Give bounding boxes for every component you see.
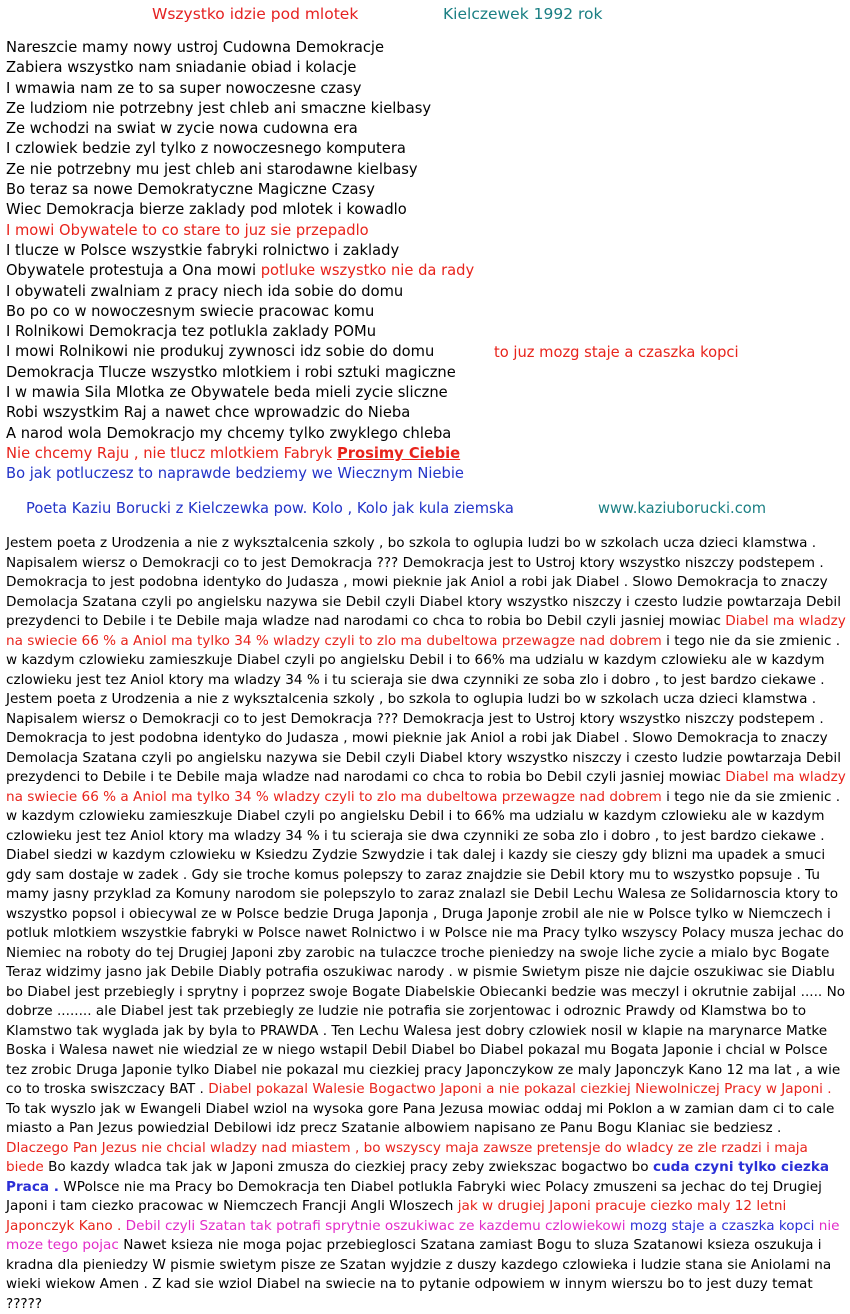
prose-text: Jestem poeta z Urodzenia a nie z wyksztalcenia szkoly , bo szkola to oglupia ludzi bo w szkolach ucza dzieci klamstwa . Napisalem wiersz o Demokracji co to jest Demokracja ??? Demokracja jest to Ustroj ktory wszystko niszczy podstepem . Demokracja to jest podobna identyko do Judasza , mowi pieknie jak Aniol a robi jak Diabel . Slowo Demokracja to znaczy Demolacja Szatana czyli po angielsku nazywa sie Debil czyli Diabel ktory wszystko niszczy i czesto ludzie powtarzaja Debil prezydenci to Debile i te Debile maja wladze nad narodami co chca to robia bo Debil czyli jasniej mowiac	[6, 691, 841, 785]
poem-line: I mowi Rolnikowi nie produkuj zywnosci idz sobie do domu	[6, 343, 435, 361]
prosimy-ciebie-link[interactable]: Prosimy Ciebie	[336, 444, 461, 462]
author-line: Poeta Kaziu Borucki z Kielczewka pow. Kolo , Kolo jak kula ziemska	[26, 500, 514, 517]
prose-highlight: Diabel ma wladzy na swiecie 66 % a Aniol ma tylko 34 % wladzy czyli to zlo ma dubeltowa przewagze nad dobrem	[6, 769, 846, 805]
poem-line-part: potluke wszystko nie da rady	[260, 262, 475, 280]
prose-magenta-highlight: Debil czyli Szatan tak potrafi sprytnie oszukiwac ze kazdemu czlowiekowi	[125, 1217, 626, 1234]
poem-line: Bo teraz sa nowe Demokratyczne Magiczne Czasy	[6, 181, 375, 199]
prose-magenta-highlight: nie moze tego pojac	[6, 1217, 840, 1253]
prose-text: i tego nie da sie zmienic . w kazdym czlowieku zamieszkuje Diabel czyli po angielsku Debil i to 66% ma udzialu w kazdym czlowieku ale w kazdym czlowieku jest tez Aniol ktory ma wladzy 34 % i tu scieraja sie dwa czynniki ze soba zlo i dobro , to jest bardzo ciekawe . Diabel siedzi w kazdym czlowieku w Ksiedzu Zydzie Szwydzie i tak dalej i kazdy sie cieszy gdy blizni ma upadek a smuci gdy sam dostaje w zadek . Gdy sie troche komus polepszy to zaraz znajdzie sie Debil ktory mu to wszystko popsuje . Tu mamy jasny przyklad za Komuny narodom sie polepszylo to zaraz znalazl sie Debil Lechu Walesa ze Solidarnoscia ktory to wszystko popsol i obiecywal ze w Polsce bedzie Druga Japonja , Druga Japonje zrobil ale nie w Polsce tylko w Niemczech i potluk mlotkiem wszystkie fabryki w Polsce nawet Rolnictwo i w Polsce nie ma Pracy tylko wszyscy Polacy musza jechac do Niemiec na roboty do tej Drugiej Japoni zby zarobic na tulaczce troche pieniedzy na swoje liche zycie a mialo byc Bogate Teraz widzimy jasno jak Debile Diably potrafia oszukiwac narody . w pismie Swietym pisze nie dajcie oszukiwac sie Diablu bo Diabel jest przebiegly i sprytny i poprzez swoje Bogate Diabelskie Obiecanki bedzie was meczyl i okrutnie zabijal ..... No dobrze ........ ale Diabel jest tak przebiegly ze ludzie nie potrafia sie zorjentowac i odroznic Prawdy od Klamstwa bo to Klamstwo tak wyglada jak by byla to PRAWDA . Ten Lechu Walesa jest dobry czlowiek nosil w klapie na marynarce Matke Boska i Walesa nawet nie wiedzial ze w niego wstapil Debil Diabel bo Diabel pokazal mu Bogata Japonie i chcial w Polsce tez zrobic Druga Japonie tylko Diabel nie pokazal mu ciezkiej pracy Japonczykow ze maly Japonczyk Kano 12 ma lat , a wie co to troska swiszczacy BAT .	[6, 788, 846, 1097]
side-note: to juz mozg staje a czaszka kopci	[494, 344, 739, 361]
poem-line-part: Nie chcemy Raju , nie tlucz mlotkiem Fabryk	[6, 444, 337, 462]
prose-highlight: Diabel pokazal Walesie Bogactwo Japoni a nie pokazal ciezkiej Niewolniczej Pracy w Japoni .	[208, 1081, 832, 1097]
place-year: Kielczewek 1992 rok	[443, 5, 603, 23]
poem-line: Ze wchodzi na swiat w zycie nowa cudowna era	[6, 120, 358, 138]
poem-line: I obywateli zwalniam z pracy niech ida sobie do domu	[6, 282, 404, 300]
prose-text: Jestem poeta z Urodzenia a nie z wyksztalcenia szkoly , bo szkola to oglupia ludzi bo w szkolach ucza dzieci klamstwa . Napisalem wiersz o Demokracji co to jest Demokracja ??? Demokracja jest to Ustroj ktory wszystko niszczy podstepem . Demokracja to jest podobna identyko do Judasza , mowi pieknie jak Aniol a robi jak Diabel . Slowo Demokracja to znaczy Demolacja Szatana czyli po angielsku nazywa sie Debil czyli Diabel ktory wszystko niszczy i czesto ludzie powtarzaja Debil prezydenci to Debile i te Debile maja wladze nad narodami co chca to robia bo Debil czyli jasniej mowiac	[6, 535, 841, 629]
prose-text: Nawet ksieza nie moga pojac przebieglosci Szatana zamiast Bogu to sluza Szatanowi ksieza oszukuja i kradna dla pieniedzy W pismie swietym pisze ze Szatan wyjdzie z duszy kazdego czlowieka i ludzie stana sie Aniolami na wieki wiekow Amen . Z kad sie wziol Diabel na swiecie na to pytanie odpowiem w innym wierszu bo to jest duzy temat ?????	[6, 1237, 832, 1312]
prose-paragraph-1	[6, 534, 846, 690]
prose-text: To tak wyszlo jak w Ewangeli Diabel wziol na wysoka gore Pana Jezusa mowiac oddaj mi Poklon a w zamian dam ci to cale miasto a Pan Jezus powiedzial Debilowi idz precz Szatanie albowiem napisano ze Panu Bogu Klaniac sie bedziesz .	[6, 1100, 835, 1136]
poem-title: Wszystko idzie pod mlotek	[152, 5, 359, 23]
prose-text: i tego nie da sie zmienic . w kazdym czlowieku zamieszkuje Diabel czyli po angielsku Debil i to 66% ma udzialu w kazdym czlowieku ale w kazdym czlowieku jest tez Aniol ktory ma wladzy 34 % i tu scieraja sie dwa czynniki ze soba zlo i dobro , to jest bardzo ciekawe .	[6, 632, 841, 688]
poem-line: I mowi Obywatele to co stare to juz sie przepadlo	[6, 221, 369, 239]
prose-highlight: Diabel ma wladzy na swiecie 66 % a Aniol ma tylko 34 % wladzy czyli to zlo ma dubeltowa przewagze nad dobrem	[6, 613, 846, 649]
poem-line: Bo po co w nowoczesnym swiecie pracowac komu	[6, 302, 375, 320]
prose-highlight: jak w drugiej Japoni pracuje ciezko maly 12 letni Japonczyk Kano .	[6, 1198, 787, 1234]
poem-line	[6, 261, 846, 281]
website-link[interactable]: www.kaziuborucki.com	[598, 500, 767, 517]
poem-line: I tlucze w Polsce wszystkie fabryki rolnictwo i zaklady	[6, 241, 400, 259]
prose-text: Bo kazdy wladca tak jak w Japoni zmusza do ciezkiej pracy zeby zwiekszac bogactwo bo	[43, 1159, 653, 1175]
poem-line: Demokracja Tlucze wszystko mlotkiem i robi sztuki magiczne	[6, 363, 456, 381]
prose-text: WPolsce nie ma Pracy bo Demokracja ten Diabel potlukla Fabryki wiec Polacy zmuszeni sa jechac do tej Drugiej Japoni i tam ciezko pracowac w Niemczech Francji Angli Wloszech	[6, 1178, 822, 1214]
poem-line: Robi wszystkim Raj a nawet chce wprowadzic do Nieba	[6, 404, 411, 422]
poem-line: Ze ludziom nie potrzebny jest chleb ani smaczne kielbasy	[6, 99, 432, 117]
poem-line: I wmawia nam ze to sa super nowoczesne czasy	[6, 79, 362, 97]
poem-line: I Rolnikowi Demokracja tez potlukla zaklady POMu	[6, 323, 377, 341]
poem-line: A narod wola Demokracjo my chcemy tylko zwyklego chleba	[6, 424, 452, 442]
prose-highlight: Dlaczego Pan Jezus nie chcial wladzy nad miastem , bo wszyscy maja zawsze pretensje do wladcy ze zle rzadzi i maja biede	[6, 1139, 808, 1175]
poem-line: Wiec Demokracja bierze zaklady pod mlotek i kowadlo	[6, 201, 407, 219]
poem-line-part: Obywatele protestuja a Ona mowi	[6, 262, 261, 280]
poem-line: Bo jak potluczesz to naprawde bedziemy we Wiecznym Niebie	[6, 465, 464, 483]
poem-line	[6, 444, 846, 464]
poem-line: Zabiera wszystko nam sniadanie obiad i kolacje	[6, 59, 357, 77]
poem-line: I czlowiek bedzie zyl tylko z nowoczesnego komputera	[6, 140, 406, 158]
poem-line: Ze nie potrzebny mu jest chleb ani starodawne kielbasy	[6, 160, 418, 178]
prose-blue-highlight: mozg staje a czaszka kopci	[625, 1217, 819, 1234]
poem-line: I w mawia Sila Mlotka ze Obywatele beda mieli zycie sliczne	[6, 384, 448, 402]
prose-bold-highlight: cuda czyni tylko ciezka Praca .	[6, 1159, 830, 1195]
prose-paragraph-2	[6, 690, 846, 1314]
poem-line: Nareszcie mamy nowy ustroj Cudowna Demokracje	[6, 39, 385, 56]
poem	[6, 38, 846, 485]
